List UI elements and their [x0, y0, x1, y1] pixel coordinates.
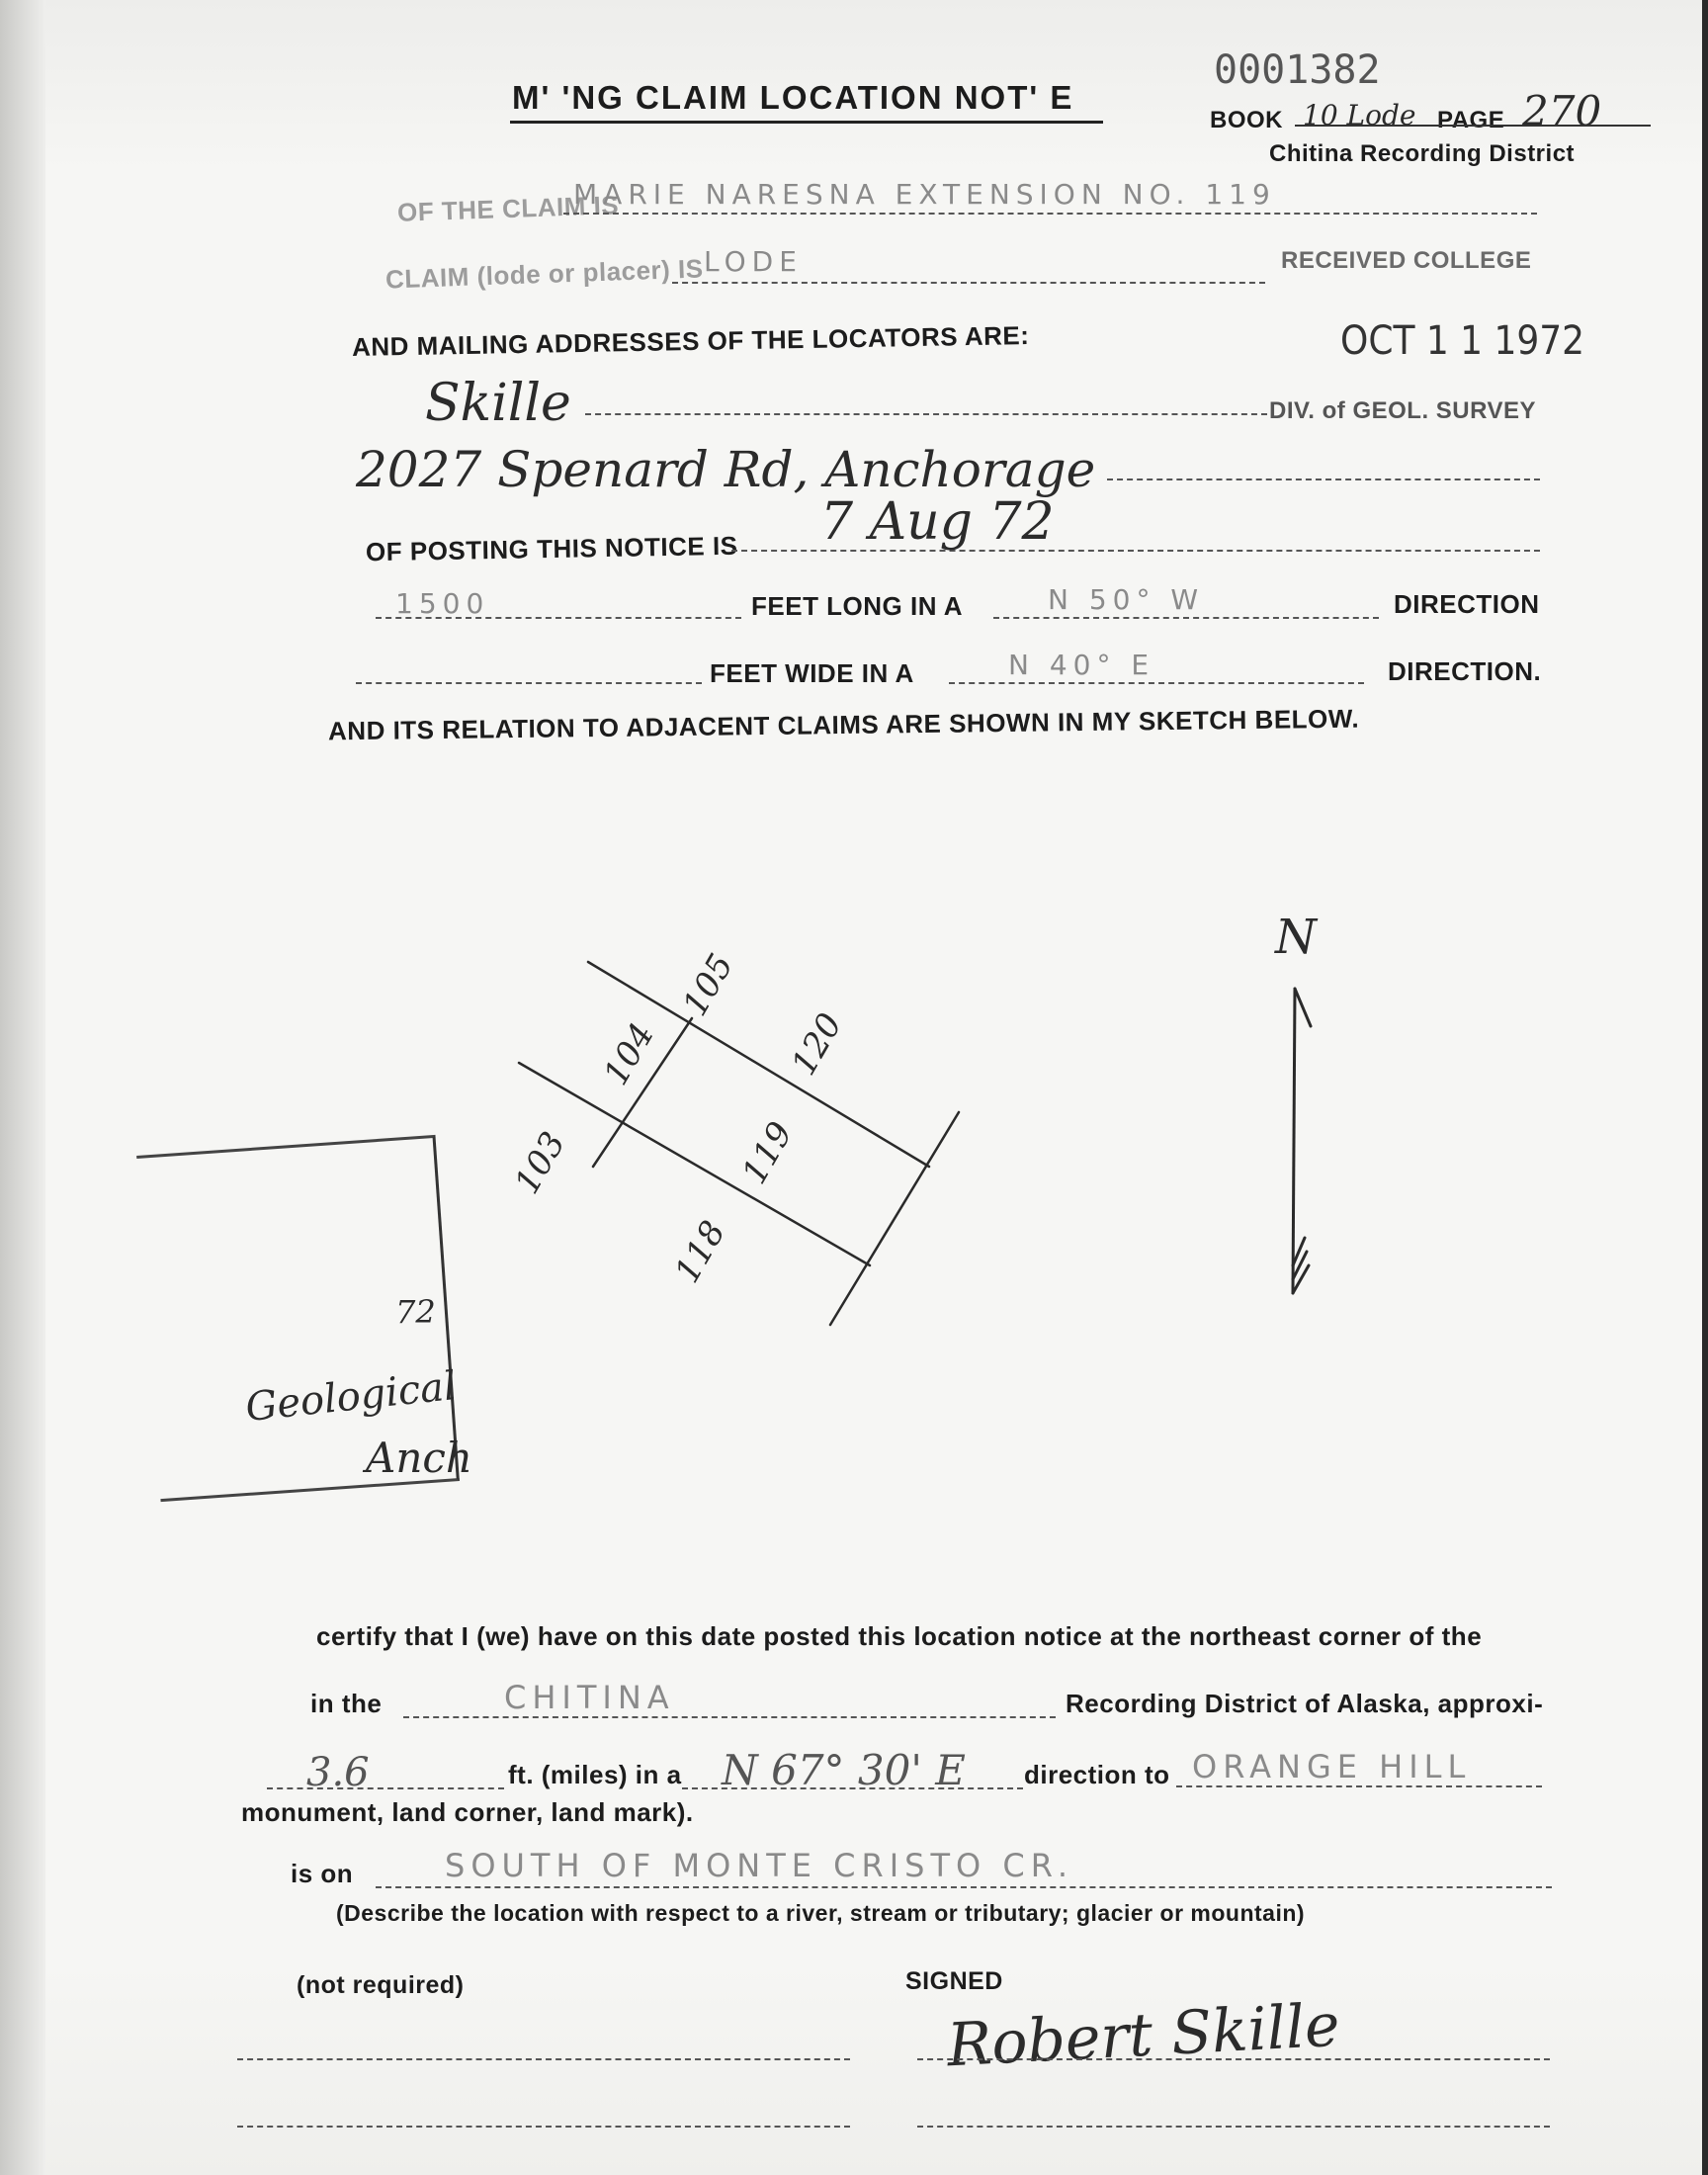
describe-instruction: (Describe the location with respect to a river, stream or tributary; glacier or mountain) — [336, 1900, 1306, 1926]
claim-name-line — [563, 213, 1537, 215]
sketch-right-edge — [830, 1112, 959, 1325]
book-label: BOOK — [1210, 107, 1283, 133]
width-direction-line — [949, 682, 1364, 684]
locators-label: AND MAILING ADDRESSES OF THE LOCATORS ARE: — [351, 320, 1030, 362]
relation-label: AND ITS RELATION TO ADJACENT CLAIMS ARE SHOWN IN MY SKETCH BELOW. — [327, 703, 1360, 746]
signature-line-2 — [917, 2126, 1550, 2128]
survey-stamp: DIV. of GEOL. SURVEY — [1269, 397, 1537, 424]
recording-district: Chitina Recording District — [1269, 140, 1576, 167]
length-direction: N 50° W — [1048, 583, 1205, 616]
posting-label: OF POSTING THIS NOTICE IS — [365, 530, 738, 567]
claim-on-value: SOUTH OF MONTE CRISTO CR. — [445, 1847, 1073, 1884]
certify-in-the: in the — [310, 1689, 383, 1718]
north-label: N — [1275, 910, 1317, 965]
length-direction-line — [993, 617, 1379, 619]
claim-type-label: CLAIM (lode or placer) IS — [384, 253, 705, 295]
width-direction: N 40° E — [1008, 649, 1155, 681]
book-page-underline — [1295, 125, 1651, 127]
locator-name-line — [585, 413, 1267, 415]
certify-line-4: monument, land corner, land mark). — [241, 1797, 694, 1827]
signed-label: SIGNED — [905, 1967, 1003, 1995]
locator-address-line — [1107, 478, 1540, 480]
sketch-label-103: 103 — [507, 1125, 574, 1201]
received-date: OCT 1 1 1972 — [1340, 318, 1585, 364]
form-title: M' 'NG CLAIM LOCATION NOT' E — [512, 79, 1074, 116]
sketch-label-119: 119 — [734, 1115, 802, 1191]
width-suffix: DIRECTION. — [1388, 656, 1542, 686]
page-value: 270 — [1522, 87, 1602, 135]
stamp-geological: Geological — [243, 1362, 459, 1432]
claim-on-label: is on — [291, 1859, 354, 1888]
sketch-label-105: 105 — [675, 947, 742, 1023]
stamp-year: 72 — [395, 1293, 436, 1331]
certify-district-suffix: Recording District of Alaska, approxi- — [1066, 1689, 1544, 1718]
witness-label: (not required) — [297, 1971, 465, 1999]
length-suffix: DIRECTION — [1394, 589, 1540, 619]
claim-sketch — [474, 890, 1028, 1345]
length-label: FEET LONG IN A — [751, 591, 964, 621]
witness-line-2 — [237, 2126, 850, 2128]
signature: Robert Skille — [945, 1990, 1342, 2081]
certify-distance-line — [267, 1787, 504, 1789]
witness-line-1 — [237, 2058, 850, 2060]
received-stamp: RECEIVED COLLEGE — [1281, 247, 1532, 274]
title-underline — [510, 121, 1103, 124]
book-value: 10 Lode — [1303, 99, 1416, 131]
stamp-anch: Anch — [366, 1434, 472, 1482]
sketch-label-120: 120 — [784, 1006, 851, 1083]
certify-line-1: certify that I (we) have on this date posted this location notice at the northeast corner of the — [316, 1621, 1483, 1651]
certify-district: CHITINA — [504, 1679, 675, 1716]
claim-on-line — [376, 1886, 1552, 1888]
certify-direction: N 67° 30' E — [722, 1746, 966, 1794]
scan-shadow — [0, 0, 45, 2175]
sketch-label-104: 104 — [596, 1016, 663, 1092]
sketch-label-118: 118 — [667, 1214, 734, 1290]
locator-address: 2027 Spenard Rd, Anchorage — [356, 441, 1096, 498]
width-line — [356, 682, 702, 684]
serial-number: 0001382 — [1214, 47, 1381, 93]
scan-edge — [1702, 0, 1708, 2175]
certify-units: ft. (miles) in a — [508, 1760, 682, 1789]
certify-distance: 3.6 — [306, 1750, 370, 1795]
width-label: FEET WIDE IN A — [710, 658, 914, 688]
certify-landmark: ORANGE HILL — [1192, 1748, 1472, 1785]
certify-district-line — [403, 1716, 1056, 1718]
claim-type-value: LODE — [704, 245, 803, 278]
certify-landmark-line — [1176, 1785, 1542, 1787]
signature-line-1 — [917, 2058, 1550, 2060]
posting-date: 7 Aug 72 — [820, 492, 1055, 552]
certify-direction-to: direction to — [1024, 1760, 1170, 1789]
north-arrow-icon — [1275, 979, 1324, 1305]
claim-name-label: OF THE CLAIM IS — [396, 190, 620, 227]
claim-type-line — [672, 282, 1265, 284]
length-value: 1500 — [395, 587, 490, 620]
locator-name: Skille — [425, 374, 571, 433]
claim-name-value: MARIE NARESNA EXTENSION NO. 119 — [573, 178, 1276, 211]
page-label: PAGE — [1437, 107, 1505, 133]
